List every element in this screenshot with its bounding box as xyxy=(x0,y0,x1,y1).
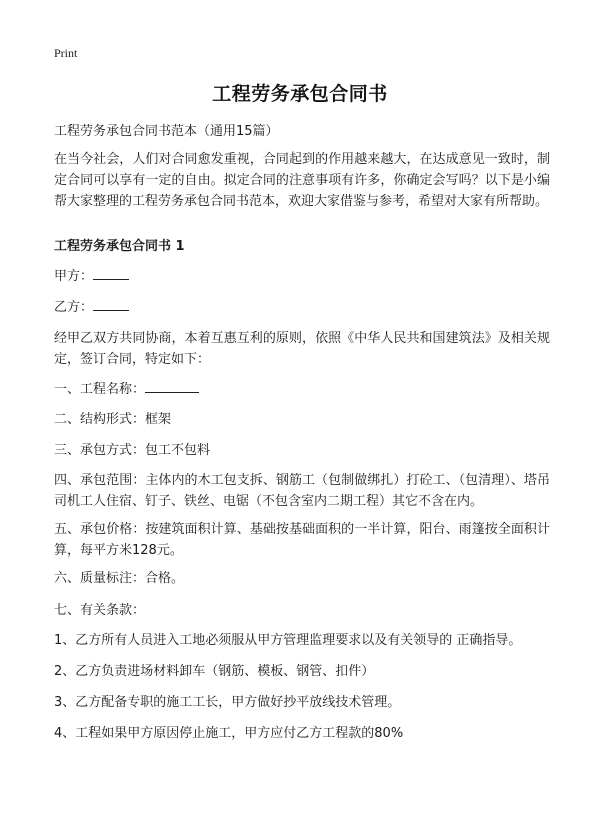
term-item: 3、乙方配备专职的施工工长，甲方做好抄平放线技术管理。 xyxy=(54,695,401,710)
print-label[interactable]: Print xyxy=(54,46,78,60)
party-b-line xyxy=(54,296,550,318)
party-b-blank xyxy=(93,296,129,311)
party-b-label: 乙方： xyxy=(54,300,94,315)
clause-scope: 四、承包范围：主体内的木工包支拆、钢筋工（包制做绑扎）打砼工、（包清理）、塔吊司机工人住宿、钉子、铁丝、电锯（不包含室内二期工程）其它不含在内。 xyxy=(54,473,550,509)
document-title: 工程劳务承包合同书 xyxy=(212,83,388,105)
term-item: 2、乙方负责进场材料卸车（钢筋、模板、钢管、扣件） xyxy=(54,664,375,679)
clause-contract-method: 三、承包方式：包工不包料 xyxy=(54,443,211,458)
term-item: 4、工程如果甲方原因停止施工，甲方应付乙方工程款的80% xyxy=(54,726,404,741)
project-name-blank xyxy=(145,378,199,393)
document-subtitle: 工程劳务承包合同书范本（通用15篇） xyxy=(54,124,279,139)
intro-paragraph: 在当今社会，人们对合同愈发重视，合同起到的作用越来越大，在达成意见一致时，制定合同可以享有一定的自由。拟定合同的注意事项有许多，你确定会写吗？以下是小编帮大家整理的工程劳务承包合同书范本，欢迎大家借鉴与参考，希望对大家有所帮助。 xyxy=(54,152,550,209)
party-a-blank xyxy=(93,265,129,280)
clause-terms-heading: 七、有关条款： xyxy=(54,603,146,618)
clause-project-name xyxy=(54,378,550,400)
clause-price: 五、承包价格：按建筑面积计算、基础按基础面积的一半计算，阳台、雨篷按全面积计算，每平方米128元。 xyxy=(54,522,550,558)
party-a-label: 甲方： xyxy=(54,269,94,284)
term-item: 1、乙方所有人员进入工地必须服从甲方管理监理要求以及有关领导的 正确指导。 xyxy=(54,633,522,648)
clause-structure: 二、结构形式：框架 xyxy=(54,412,172,427)
clause-project-name-label: 一、工程名称： xyxy=(54,382,146,397)
party-a-line xyxy=(54,265,550,287)
section-heading: 工程劳务承包合同书 1 xyxy=(54,239,185,254)
clause-quality: 六、质量标注：合格。 xyxy=(54,571,185,586)
preamble-paragraph: 经甲乙双方共同协商，本着互惠互利的原则，依照《中华人民共和国建筑法》及相关规定，签订合同，特定如下： xyxy=(54,331,550,367)
